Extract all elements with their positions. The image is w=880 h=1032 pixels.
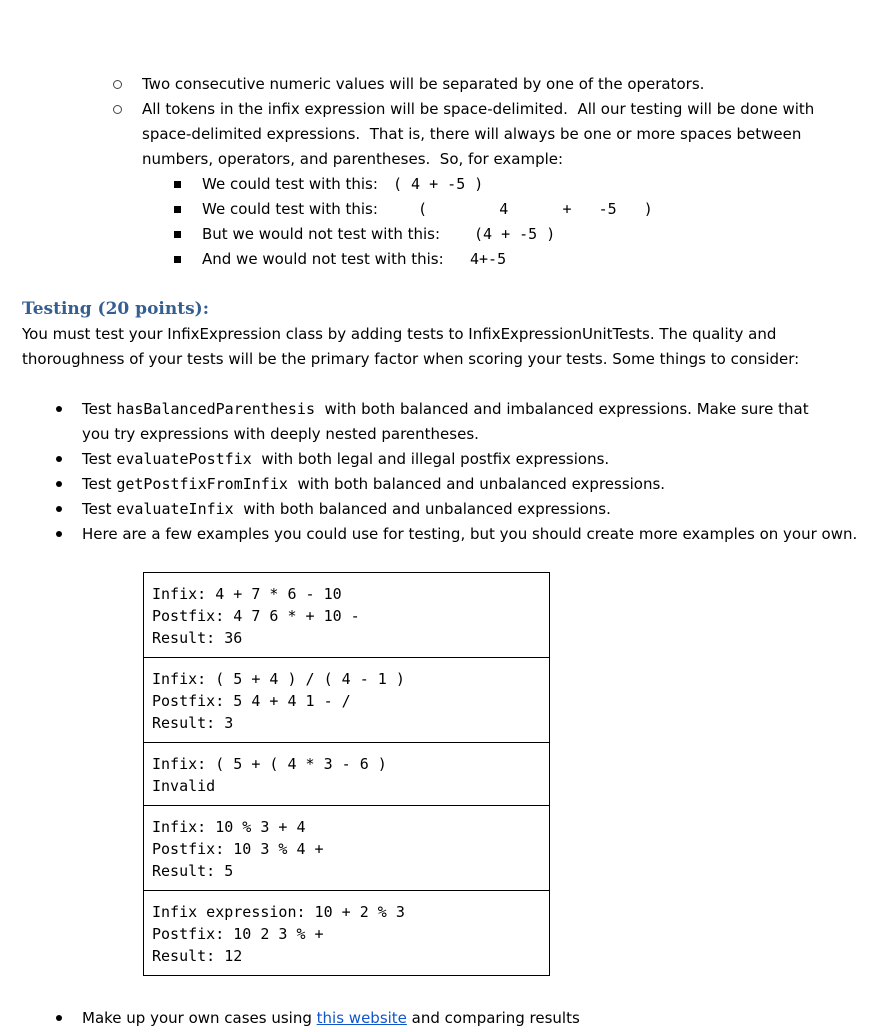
result-line: Result: 36 (152, 629, 243, 647)
result-line: Invalid (152, 777, 216, 795)
infix-line: Infix: 4 + 7 * 6 - 10 (152, 585, 342, 603)
example-code: ( 4 + -5 ) (418, 200, 653, 218)
paragraph-line: thoroughness of your tests will be the primary factor when scoring your tests. Some things to consider: (22, 350, 800, 368)
result-line: Result: 5 (152, 862, 234, 880)
circle-bullet-icon (113, 105, 122, 114)
example-code: (4 + -5 ) (474, 225, 556, 243)
example-cell (144, 743, 549, 806)
dot-bullet-icon (56, 406, 62, 412)
result-line: Result: 12 (152, 947, 243, 965)
bullet-text: space-delimited expressions. That is, there will always be one or more spaces between (142, 125, 802, 143)
infix-line: Infix: ( 5 + 4 ) / ( 4 - 1 ) (152, 670, 405, 688)
example-label: We could test with this: (202, 175, 378, 193)
circle-bullet-icon (113, 80, 122, 89)
dot-bullet-icon (56, 531, 62, 537)
dot-bullet-icon (56, 456, 62, 462)
postfix-line: Postfix: 10 2 3 % + (152, 925, 324, 943)
square-bullet-icon (174, 181, 181, 188)
example-code: ( 4 + -5 ) (393, 175, 484, 193)
infix-line: Infix expression: 10 + 2 % 3 (152, 903, 405, 921)
infix-line: Infix: ( 5 + ( 4 * 3 - 6 ) (152, 755, 387, 773)
bullet-text: All tokens in the infix expression will be space-delimited. All our testing will be done with (142, 100, 815, 118)
section-heading: Testing (20 points): (22, 299, 209, 319)
example-label: We could test with this: (202, 200, 378, 218)
example-code: 4+-5 (470, 250, 507, 268)
square-bullet-icon (174, 256, 181, 263)
list-item-continuation: you try expressions with deeply nested parentheses. (82, 425, 479, 443)
square-bullet-icon (174, 206, 181, 213)
bullet-text: Two consecutive numeric values will be separated by one of the operators. (142, 75, 705, 93)
infix-line: Infix: 10 % 3 + 4 (152, 818, 306, 836)
list-item: Test evaluateInfix with both balanced and unbalanced expressions. (82, 500, 611, 518)
list-item: Here are a few examples you could use for testing, but you should create more examples on your own. (82, 525, 858, 543)
list-item: Test getPostfixFromInfix with both balanced and unbalanced expressions. (82, 475, 666, 493)
postfix-line: Postfix: 5 4 + 4 1 - / (152, 692, 351, 710)
result-line: Result: 3 (152, 714, 234, 732)
example-label: But we would not test with this: (202, 225, 441, 243)
example-label: And we would not test with this: (202, 250, 444, 268)
final-item: Make up your own cases using this website and comparing results (82, 1009, 580, 1027)
example-cell (144, 658, 549, 743)
example-cell (144, 891, 549, 975)
square-bullet-icon (174, 231, 181, 238)
postfix-line: Postfix: 10 3 % 4 + (152, 840, 324, 858)
list-item: Test hasBalancedParenthesis with both balanced and imbalanced expressions. Make sure that (82, 400, 809, 418)
dot-bullet-icon (56, 481, 62, 487)
dot-bullet-icon (56, 1015, 62, 1021)
paragraph-line: You must test your InfixExpression class by adding tests to InfixExpressionUnitTests. The quality and (22, 325, 777, 343)
bullet-text: numbers, operators, and parentheses. So, for example: (142, 150, 564, 168)
website-link[interactable]: this website (316, 1009, 407, 1027)
list-item: Test evaluatePostfix with both legal and illegal postfix expressions. (82, 450, 610, 468)
example-cell (144, 573, 549, 658)
examples-table (143, 572, 550, 976)
postfix-line: Postfix: 4 7 6 * + 10 - (152, 607, 360, 625)
dot-bullet-icon (56, 506, 62, 512)
example-cell (144, 806, 549, 891)
